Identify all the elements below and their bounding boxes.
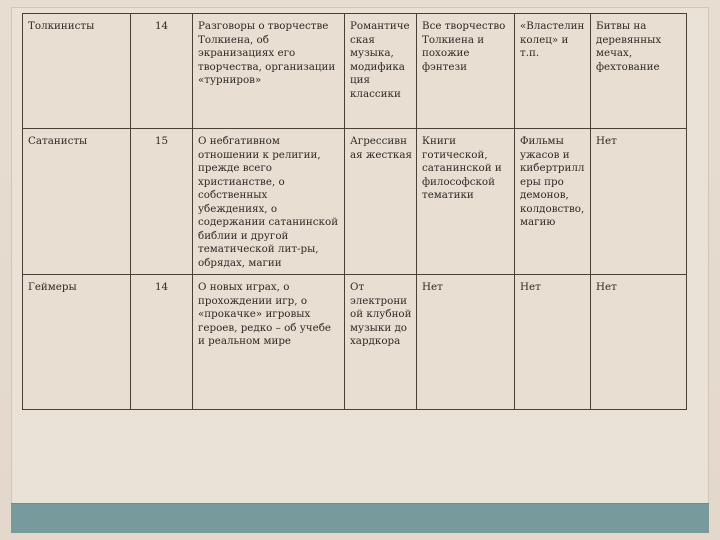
footer-bar — [11, 503, 709, 533]
cell-books: Нет — [417, 275, 515, 410]
cell-books: Все творчество Толкиена и похожие фэнтези — [417, 14, 515, 129]
cell-group: Геймеры — [23, 275, 131, 410]
cell-films: Фильмы ужасов и кибертрилл еры про демонов, колдовство, магию — [515, 129, 591, 275]
cell-topics: О новых играх, о прохождении игр, о «прокачке» игровых героев, редко – об учебе и реальном мире — [193, 275, 345, 410]
table-row — [23, 275, 687, 410]
data-table — [22, 13, 687, 410]
cell-age: 14 — [131, 14, 193, 129]
cell-activities: Битвы на деревянных мечах, фехтование — [591, 14, 687, 129]
cell-films: «Властелин колец» и т.п. — [515, 14, 591, 129]
table-row — [23, 129, 687, 275]
cell-films: Нет — [515, 275, 591, 410]
cell-music: Романтиче ская музыка, модифика ция классики — [345, 14, 417, 129]
cell-music: От электрони ой клубной музыки до хардкора — [345, 275, 417, 410]
cell-group: Толкинисты — [23, 14, 131, 129]
cell-age: 14 — [131, 275, 193, 410]
cell-group: Сатанисты — [23, 129, 131, 275]
cell-books: Книги готической, сатанинской и философской тематики — [417, 129, 515, 275]
cell-activities: Нет — [591, 275, 687, 410]
table-row — [23, 14, 687, 129]
cell-music: Агрессивн ая жесткая — [345, 129, 417, 275]
cell-topics: Разговоры о творчестве Толкиена, об экранизациях его творчества, организации «турниров» — [193, 14, 345, 129]
cell-topics: О небгативном отношении к религии, прежде всего христианстве, о собственных убеждениях, о содержании сатанинской библии и другой тематической лит-ры, обрядах, магии — [193, 129, 345, 275]
cell-activities: Нет — [591, 129, 687, 275]
cell-age: 15 — [131, 129, 193, 275]
